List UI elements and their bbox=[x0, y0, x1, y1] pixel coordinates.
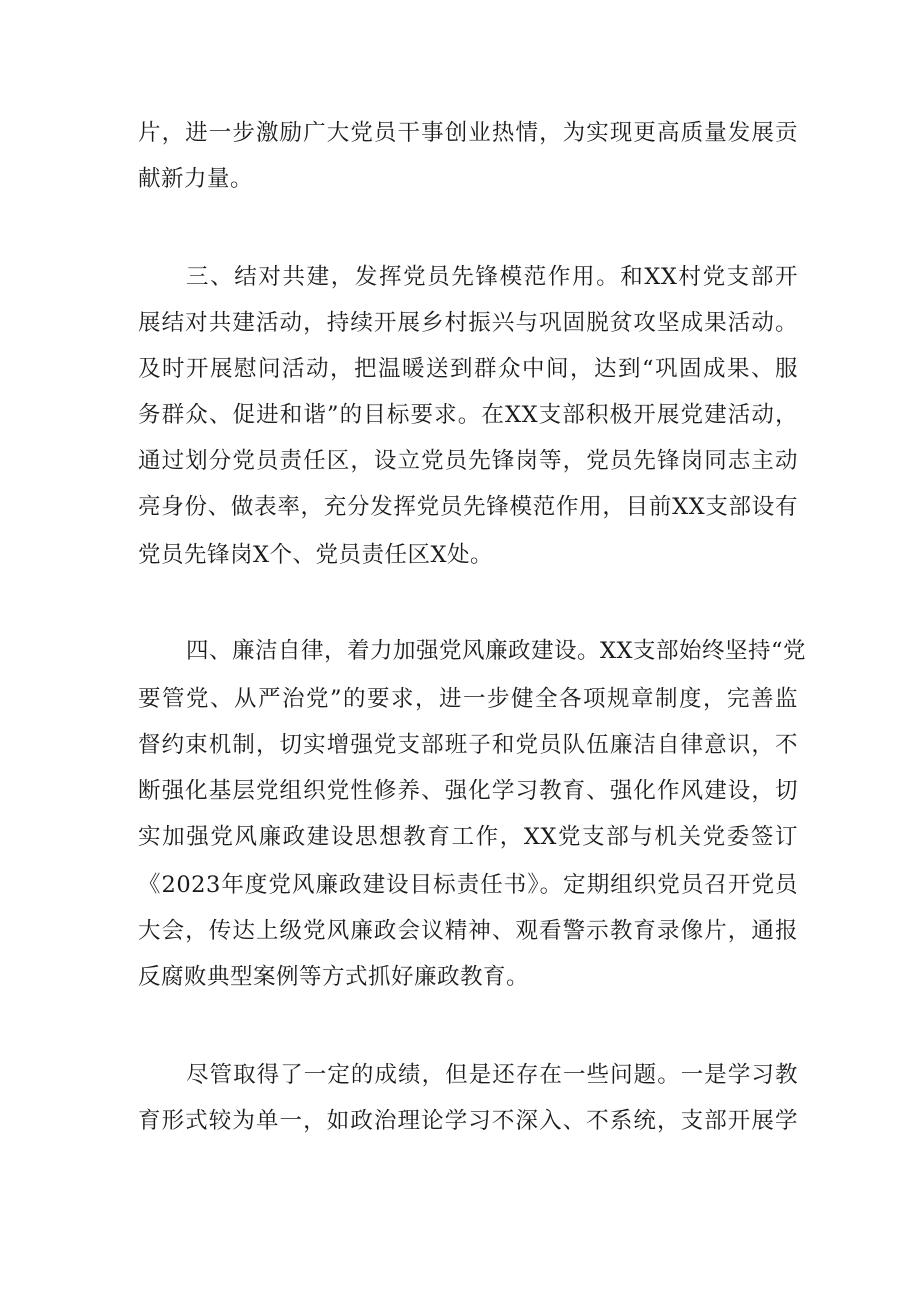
text-line: 要管党、从严治党”的要求，进一步健全各项规章制度，完善监 bbox=[138, 686, 798, 712]
text-line: 展结对共建活动，持续开展乡村振兴与巩固脱贫攻坚成果活动。 bbox=[138, 310, 798, 336]
text-line: 《2023年度党风廉政建设目标责任书》。定期组织党员召开党员 bbox=[138, 872, 798, 898]
text-line: 亮身份、做表率，充分发挥党员先锋模范作用，目前XX支部设有 bbox=[138, 494, 798, 520]
text-line: 献新力量。 bbox=[138, 166, 254, 192]
text-line: 片，进一步激励广大党员干事创业热情，为实现更高质量发展贡 bbox=[138, 120, 798, 146]
text-line: 党员先锋岗X个、党员责任区X处。 bbox=[138, 542, 494, 568]
text-line: 实加强党风廉政建设思想教育工作，XX党支部与机关党委签订 bbox=[138, 824, 798, 850]
text-line: 育形式较为单一，如政治理论学习不深入、不系统，支部开展学 bbox=[138, 1108, 798, 1134]
text-line: 督约束机制，切实增强党支部班子和党员队伍廉洁自律意识，不 bbox=[138, 732, 798, 758]
text-line: 断强化基层党组织党性修养、强化学习教育、强化作风建设，切 bbox=[138, 778, 798, 804]
paragraph-heading-line: 三、结对共建，发挥党员先锋模范作用。和XX村党支部开 bbox=[186, 264, 798, 290]
paragraph-heading-line: 四、廉洁自律，着力加强党风廉政建设。XX支部始终坚持“党 bbox=[186, 638, 807, 664]
text-line: 通过划分党员责任区，设立党员先锋岗等，党员先锋岗同志主动 bbox=[138, 448, 798, 474]
text-line: 大会，传达上级党风廉政会议精神、观看警示教育录像片，通报 bbox=[138, 918, 798, 944]
text-line: 务群众、促进和谐”的目标要求。在XX支部积极开展党建活动， bbox=[138, 402, 798, 428]
text-line: 及时开展慰问活动，把温暖送到群众中间，达到“巩固成果、服 bbox=[138, 356, 798, 382]
text-line: 反腐败典型案例等方式抓好廉政教育。 bbox=[138, 964, 530, 990]
paragraph-first-line: 尽管取得了一定的成绩，但是还存在一些问题。一是学习教 bbox=[186, 1062, 798, 1088]
